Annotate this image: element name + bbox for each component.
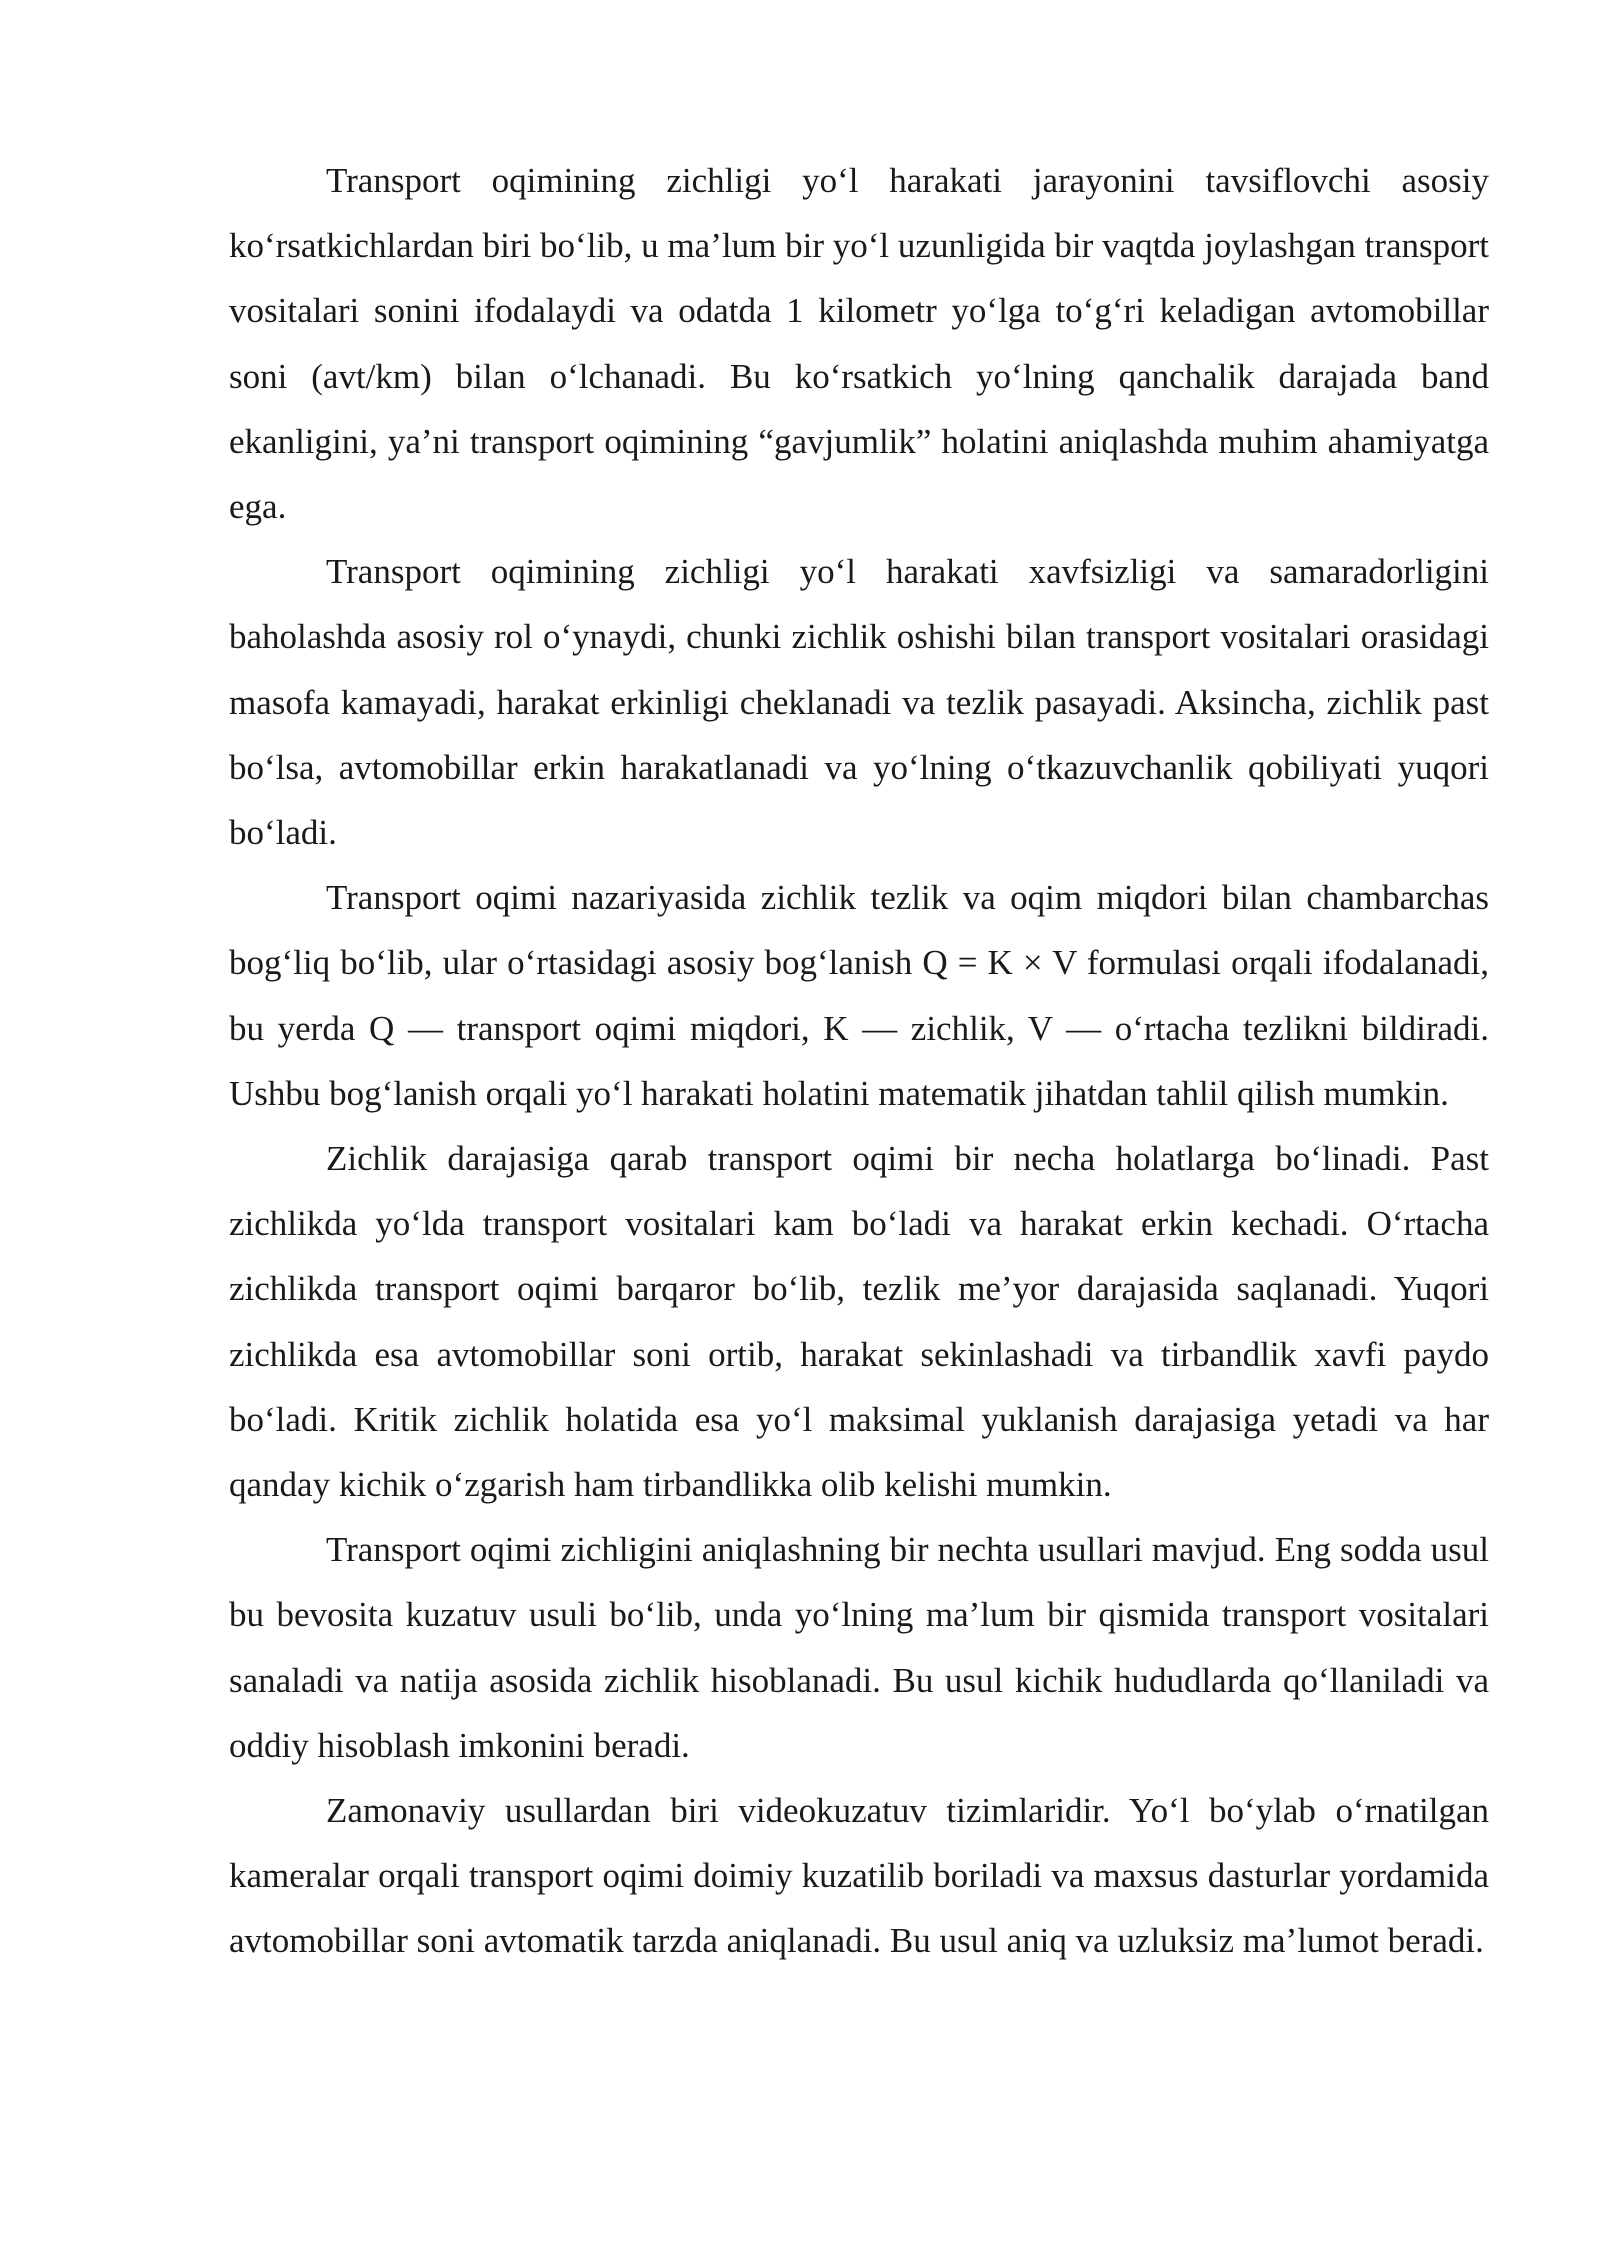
- document-body: [229, 148, 1489, 1974]
- paragraph-traffic-density-definition: Transport oqimining zichligi yo‘l harakati jarayonini tavsiflovchi asosiy ko‘rsatkichlardan biri bo‘lib, u ma’lum bir yo‘l uzunligida bir vaqtda joylashgan transport vositalari sonini ifodalaydi va odatda 1 kilometr yo‘lga to‘g‘ri keladigan avtomobillar soni (avt/km) bilan o‘lchanadi. Bu ko‘rsatkich yo‘lning qanchalik darajada band ekanligini, ya’ni transport oqimining “gavjumlik” holatini aniqlashda muhim ahamiyatga ega.: [229, 161, 1489, 527]
- paragraph-video-surveillance: Zamonaviy usullardan biri videokuzatuv tizimlaridir. Yo‘l bo‘ylab o‘rnatilgan kameralar orqali transport oqimi doimiy kuzatilib boriladi va maxsus dasturlar yordamida avtomobillar soni avtomatik tarzda aniqlanadi. Bu usul aniq va uzluksiz ma’lumot beradi.: [229, 1791, 1489, 1961]
- paragraph-density-safety: Transport oqimining zichligi yo‘l harakati xavfsizligi va samaradorligini baholashda asosiy rol o‘ynaydi, chunki zichlik oshishi bilan transport vositalari orasidagi masofa kamayadi, harakat erkinligi cheklanadi va tezlik pasayadi. Aksincha, zichlik past bo‘lsa, avtomobillar erkin harakatlanadi va yo‘lning o‘tkazuvchanlik qobiliyati yuqori bo‘ladi.: [229, 552, 1489, 853]
- paragraph-flow-theory-formula: Transport oqimi nazariyasida zichlik tezlik va oqim miqdori bilan chambarchas bog‘liq bo‘lib, ular o‘rtasidagi asosiy bog‘lanish Q = K × V formulasi orqali ifodalanadi, bu yerda Q — transport oqimi miqdori, K — zichlik, V — o‘rtacha tezlikni bildiradi. Ushbu bog‘lanish orqali yo‘l harakati holatini matematik jihatdan tahlil qilish mumkin.: [229, 878, 1489, 1113]
- paragraph-density-states: Zichlik darajasiga qarab transport oqimi bir necha holatlarga bo‘linadi. Past zichlikda yo‘lda transport vositalari kam bo‘ladi va harakat erkin kechadi. O‘rtacha zichlikda transport oqimi barqaror bo‘lib, tezlik me’yor darajasida saqlanadi. Yuqori zichlikda esa avtomobillar soni ortib, harakat sekinlashadi va tirbandlik xavfi paydo bo‘ladi. Kritik zichlik holatida esa yo‘l maksimal yuklanish darajasiga yetadi va har qanday kichik o‘zgarish ham tirbandlikka olib kelishi mumkin.: [229, 1139, 1489, 1505]
- paragraph-measurement-methods: Transport oqimi zichligini aniqlashning bir nechta usullari mavjud. Eng sodda usul bu bevosita kuzatuv usuli bo‘lib, unda yo‘lning ma’lum bir qismida transport vositalari sanaladi va natija asosida zichlik hisoblanadi. Bu usul kichik hududlarda qo‘llaniladi va oddiy hisoblash imkonini beradi.: [229, 1530, 1489, 1765]
